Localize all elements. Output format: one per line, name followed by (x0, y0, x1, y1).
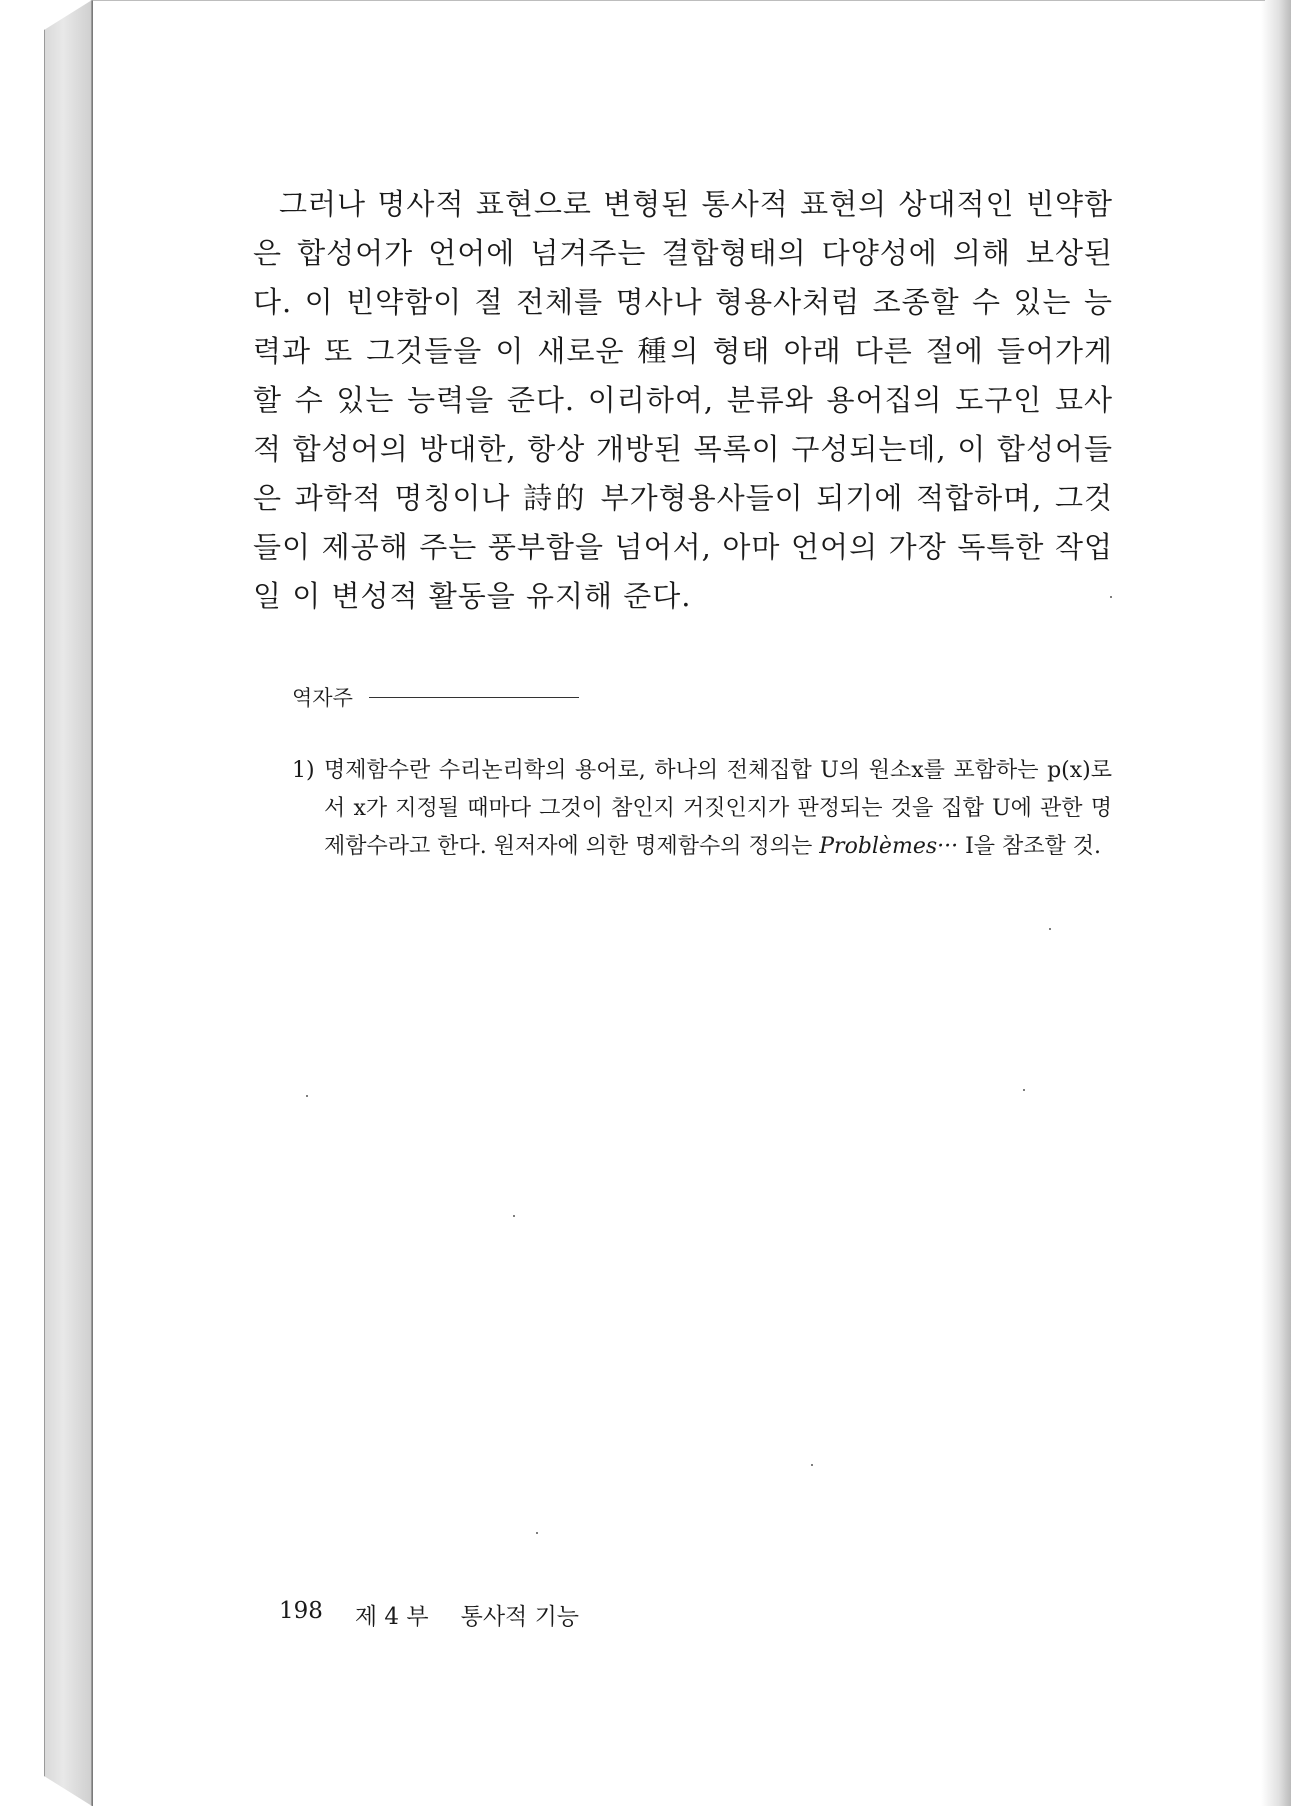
scan-speck (513, 1215, 515, 1217)
scan-speck (306, 1095, 308, 1097)
footnote-text-main: 명제함수란 수리논리학의 용어로, 하나의 전체집합 U의 원소x를 포함하는 p(x)로서 x가 지정될 때마다 그것이 참인지 거짓인지가 판정되는 것을 집합 U에 관한 명제함수라고 한다. 원저자에 의한 명제함수의 정의는 (324, 758, 1112, 859)
scan-speck (1049, 928, 1051, 930)
page-number: 198 (279, 1598, 323, 1624)
page-right-shadow (1261, 0, 1291, 1806)
footnote-italic-title: Problèmes··· (819, 834, 959, 859)
footnote-text-end: I을 참조할 것. (958, 834, 1102, 859)
page-footer (279, 1598, 579, 1631)
translator-notes-heading (292, 682, 579, 712)
notes-heading-rule (369, 697, 579, 698)
book-spine-border (44, 0, 92, 1806)
scan-speck (1023, 1089, 1025, 1091)
notes-heading-label: 역자주 (292, 686, 353, 710)
scan-speck (1110, 596, 1112, 598)
body-paragraph: 그러나 명사적 표현으로 변형된 통사적 표현의 상대적인 빈약함은 합성어가 언어에 넘겨주는 결합형태의 다양성에 의해 보상된다. 이 빈약함이 절 전체를 명사나 형용사처럼 조종할 수 있는 능력과 또 그것들을 이 새로운 種의 형태 아래 다른 절에 들어가게 할 수 있는 능력을 준다. 이리하여, 분류와 용어집의 도구인 묘사적 합성어의 방대한, 항상 개방된 목록이 구성되는데, 이 합성어들은 과학적 명칭이나 詩的 부가형용사들이 되기에 적합하며, 그것들이 제공해 주는 풍부함을 넘어서, 아마 언어의 가장 독특한 작업일 이 변성적 활동을 유지해 준다. (253, 187, 1113, 613)
footnote-1 (292, 752, 1112, 866)
footer-section-title: 통사적 기능 (460, 1604, 580, 1630)
scan-speck (811, 1464, 813, 1466)
footnote-number: 1) (292, 758, 315, 783)
scan-speck (536, 1532, 538, 1534)
footer-part: 제 4 부 (354, 1604, 429, 1630)
footnote-text (292, 752, 1112, 866)
